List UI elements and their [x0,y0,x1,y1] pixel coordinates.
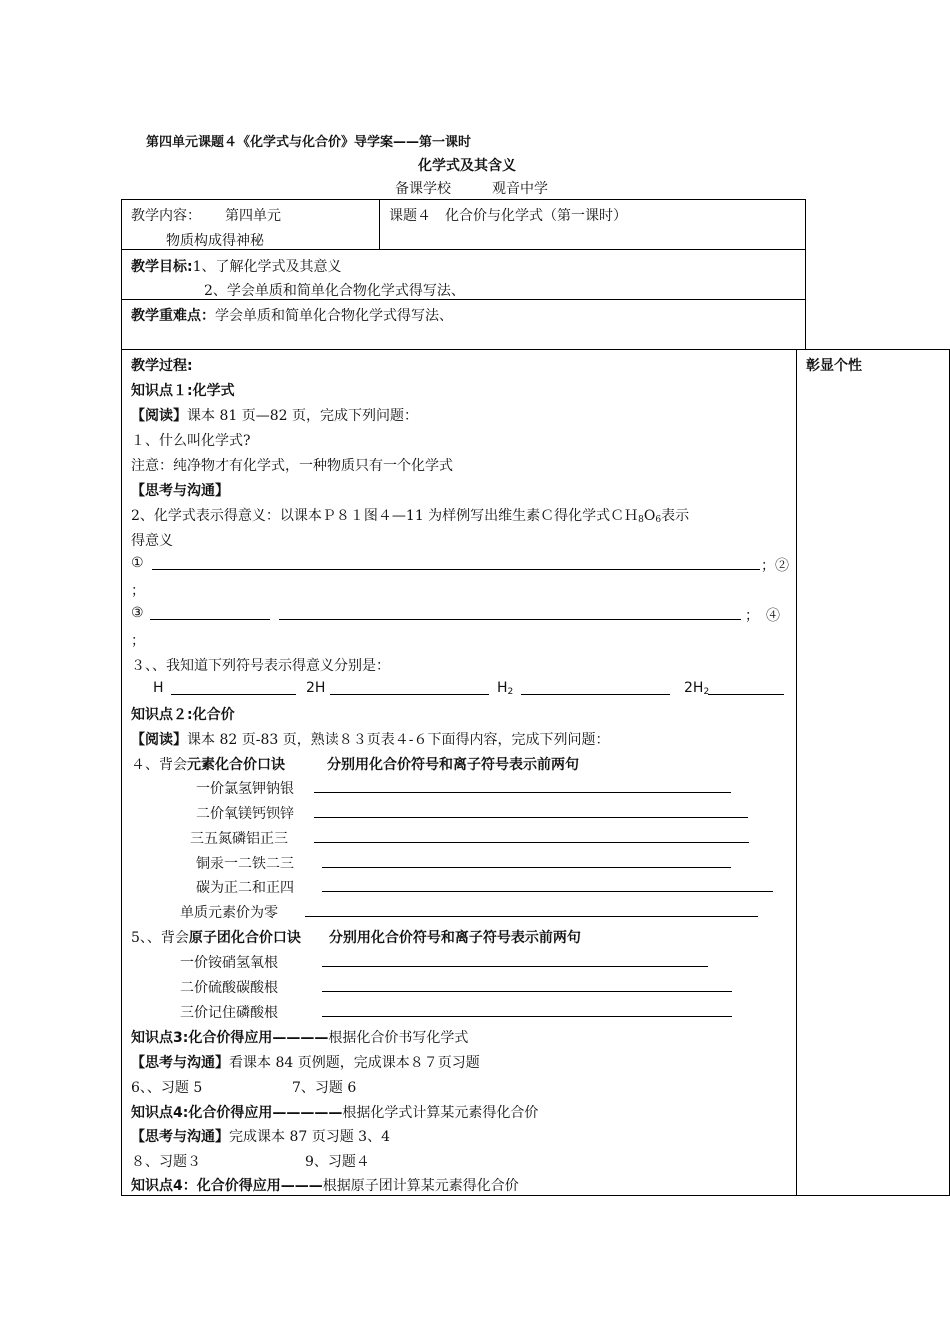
subscript: 8 [638,515,644,525]
knowledge-point-4-text: 根据化学式计算某元素得化合价 [342,1105,539,1121]
semicolon: ； [131,633,145,649]
marker-4: ； ④ [745,608,780,624]
lesson-topic: 课题４ 化合价与化学式（第一课时） [389,208,627,224]
think-tag: 【思考与沟通】 [131,1055,229,1071]
rhyme-3: 三五氮磷铝正三 [190,831,288,847]
info-table-divider [379,199,380,250]
rhyme-blank-4[interactable] [322,867,731,868]
group-rhyme-3: 三价记住磷酸根 [180,1005,278,1021]
rhyme-blank-2[interactable] [314,817,748,818]
think-tag: 【思考与沟通】 [131,1129,229,1145]
symbol-h: H [153,680,164,696]
knowledge-point-3-title: 知识点3:化合价得应用— [131,1030,287,1046]
symbol-2h: 2H [306,680,326,696]
read-text: 课本 82 页-83 页，熟读８３页表４-６下面得内容，完成下列问题： [187,732,610,748]
difficulty-line [131,305,453,325]
knowledge-point-4 [131,1102,538,1122]
process-heading: 教学过程: [131,358,193,374]
question-5-prefix: 5、、背会 [131,930,189,946]
symbol-text: 2H [684,680,704,696]
knowledge-point-4-title: 知识点4:化合价得应用— [131,1105,287,1121]
think-3 [131,1126,390,1146]
knowledge-point-1: 知识点１:化学式 [131,383,235,399]
goal-2: 2、学会单质和简单化合物化学式得写法、 [204,283,465,299]
subscript: 6 [655,515,662,525]
rhyme-4: 铜汞一二铁二三 [196,856,294,872]
exercise-9: 9、习题４ [305,1154,370,1170]
read-2 [131,729,609,749]
difficulty-text: 学会单质和简单化合物化学式得写法、 [215,308,453,324]
semicolon: ； [131,583,145,599]
question-2-text: 2、化学式表示得意义：以课本Ｐ８１图４—11 为样例写出维生素Ｃ得化学式ＣＨ [131,508,639,524]
goal-line-1 [131,256,342,276]
document-title: 第四单元课题４《化学式与化合价》导学案——第一课时 [146,135,472,150]
lesson-subtitle: 化学式及其含义 [418,158,516,174]
exercise-6: 6、、习题 5 [131,1080,203,1096]
symbol-2h2 [684,680,709,697]
exercise-8: ８、习题３ [131,1154,201,1170]
group-blank-2[interactable] [322,991,732,992]
marker-1: ① [131,555,144,571]
note: 注意：纯净物才有化学式，一种物质只有一个化学式 [131,458,453,474]
read-tag: 【阅读】 [131,408,187,424]
process-column-divider [796,349,797,1196]
question-3: ３、、我知道下列符号表示得意义分别是： [131,658,390,674]
rhyme-blank-5[interactable] [322,891,773,892]
symbol-h2 [497,680,513,697]
rhyme-1: 一价氯氢钾钠银 [196,781,294,797]
answer-blank-h[interactable] [171,694,296,695]
group-blank-3[interactable] [322,1016,732,1017]
answer-blank-1[interactable] [152,569,760,570]
knowledge-point-5-text: 根据原子团计算某元素得化合价 [322,1178,519,1194]
question-2-text: 表示 [661,508,690,524]
rhyme-6: 单质元素价为零 [180,905,278,921]
marker-2: ；② [761,558,789,574]
answer-blank-2h[interactable] [330,694,489,695]
knowledge-point-3-text: 根据化合价书写化学式 [328,1030,469,1046]
knowledge-point-5 [131,1175,519,1195]
question-2-text: O [643,508,656,524]
question-2 [131,505,689,525]
question-4 [131,754,579,774]
group-blank-1[interactable] [322,966,708,967]
side-heading: 彰显个性 [806,358,862,374]
think-text: 看课本 84 页例题，完成课本８７页习题 [229,1055,480,1071]
group-rhyme-1: 一价铵硝氢氧根 [180,955,278,971]
read-text: 课本 81 页—82 页，完成下列问题： [187,408,418,424]
read-1 [131,405,418,425]
question-4-prefix: ４、背会 [131,757,187,773]
rhyme-blank-3[interactable] [314,842,749,843]
rhyme-blank-1[interactable] [314,792,731,793]
subscript: 2 [507,687,514,697]
content-value-2: 物质构成得神秘 [166,233,264,249]
answer-blank-h2[interactable] [521,694,670,695]
symbol-text: H [497,680,508,696]
rhyme-5: 碳为正二和正四 [196,880,294,896]
dash: ———— [286,1105,343,1121]
exercise-7: 7、习题 6 [292,1080,357,1096]
subscript: 2 [703,687,710,697]
marker-3: ③ [131,605,144,621]
content-label: 教学内容： [131,208,201,224]
goal-label: 教学目标: [131,259,193,275]
think-2 [131,1052,480,1072]
school-label: 备课学校 [395,181,451,197]
rhyme-2: 二价氧镁钙钡锌 [196,806,294,822]
question-4-text: 元素化合价口诀 分别用化合价符号和离子符号表示前两句 [187,757,579,773]
question-1: １、什么叫化学式? [131,433,251,449]
think-tag-1: 【思考与沟通】 [131,483,229,499]
think-text: 完成课本 87 页习题 3、4 [229,1129,390,1145]
question-2-cont: 得意义 [131,533,173,549]
content-value: 第四单元 [225,208,281,224]
question-5-text: 原子团化合价口诀 分别用化合价符号和离子符号表示前两句 [188,930,581,946]
dash: ——— [286,1030,329,1046]
answer-blank-2h2[interactable] [708,694,784,695]
group-rhyme-2: 二价硫酸碳酸根 [180,980,278,996]
answer-blank-3b[interactable] [279,619,741,620]
knowledge-point-2: 知识点２:化合价 [131,707,235,723]
answer-blank-3a[interactable] [150,619,270,620]
goal-1: 1、了解化学式及其意义 [192,259,342,275]
knowledge-point-3 [131,1027,468,1047]
knowledge-point-5-title: 知识点4：化合价得应用——— [131,1178,323,1194]
read-tag: 【阅读】 [131,732,187,748]
school-name: 观音中学 [492,181,548,197]
question-5 [131,927,581,947]
rhyme-blank-6[interactable] [305,916,758,917]
difficulty-label: 教学重难点： [131,308,215,324]
